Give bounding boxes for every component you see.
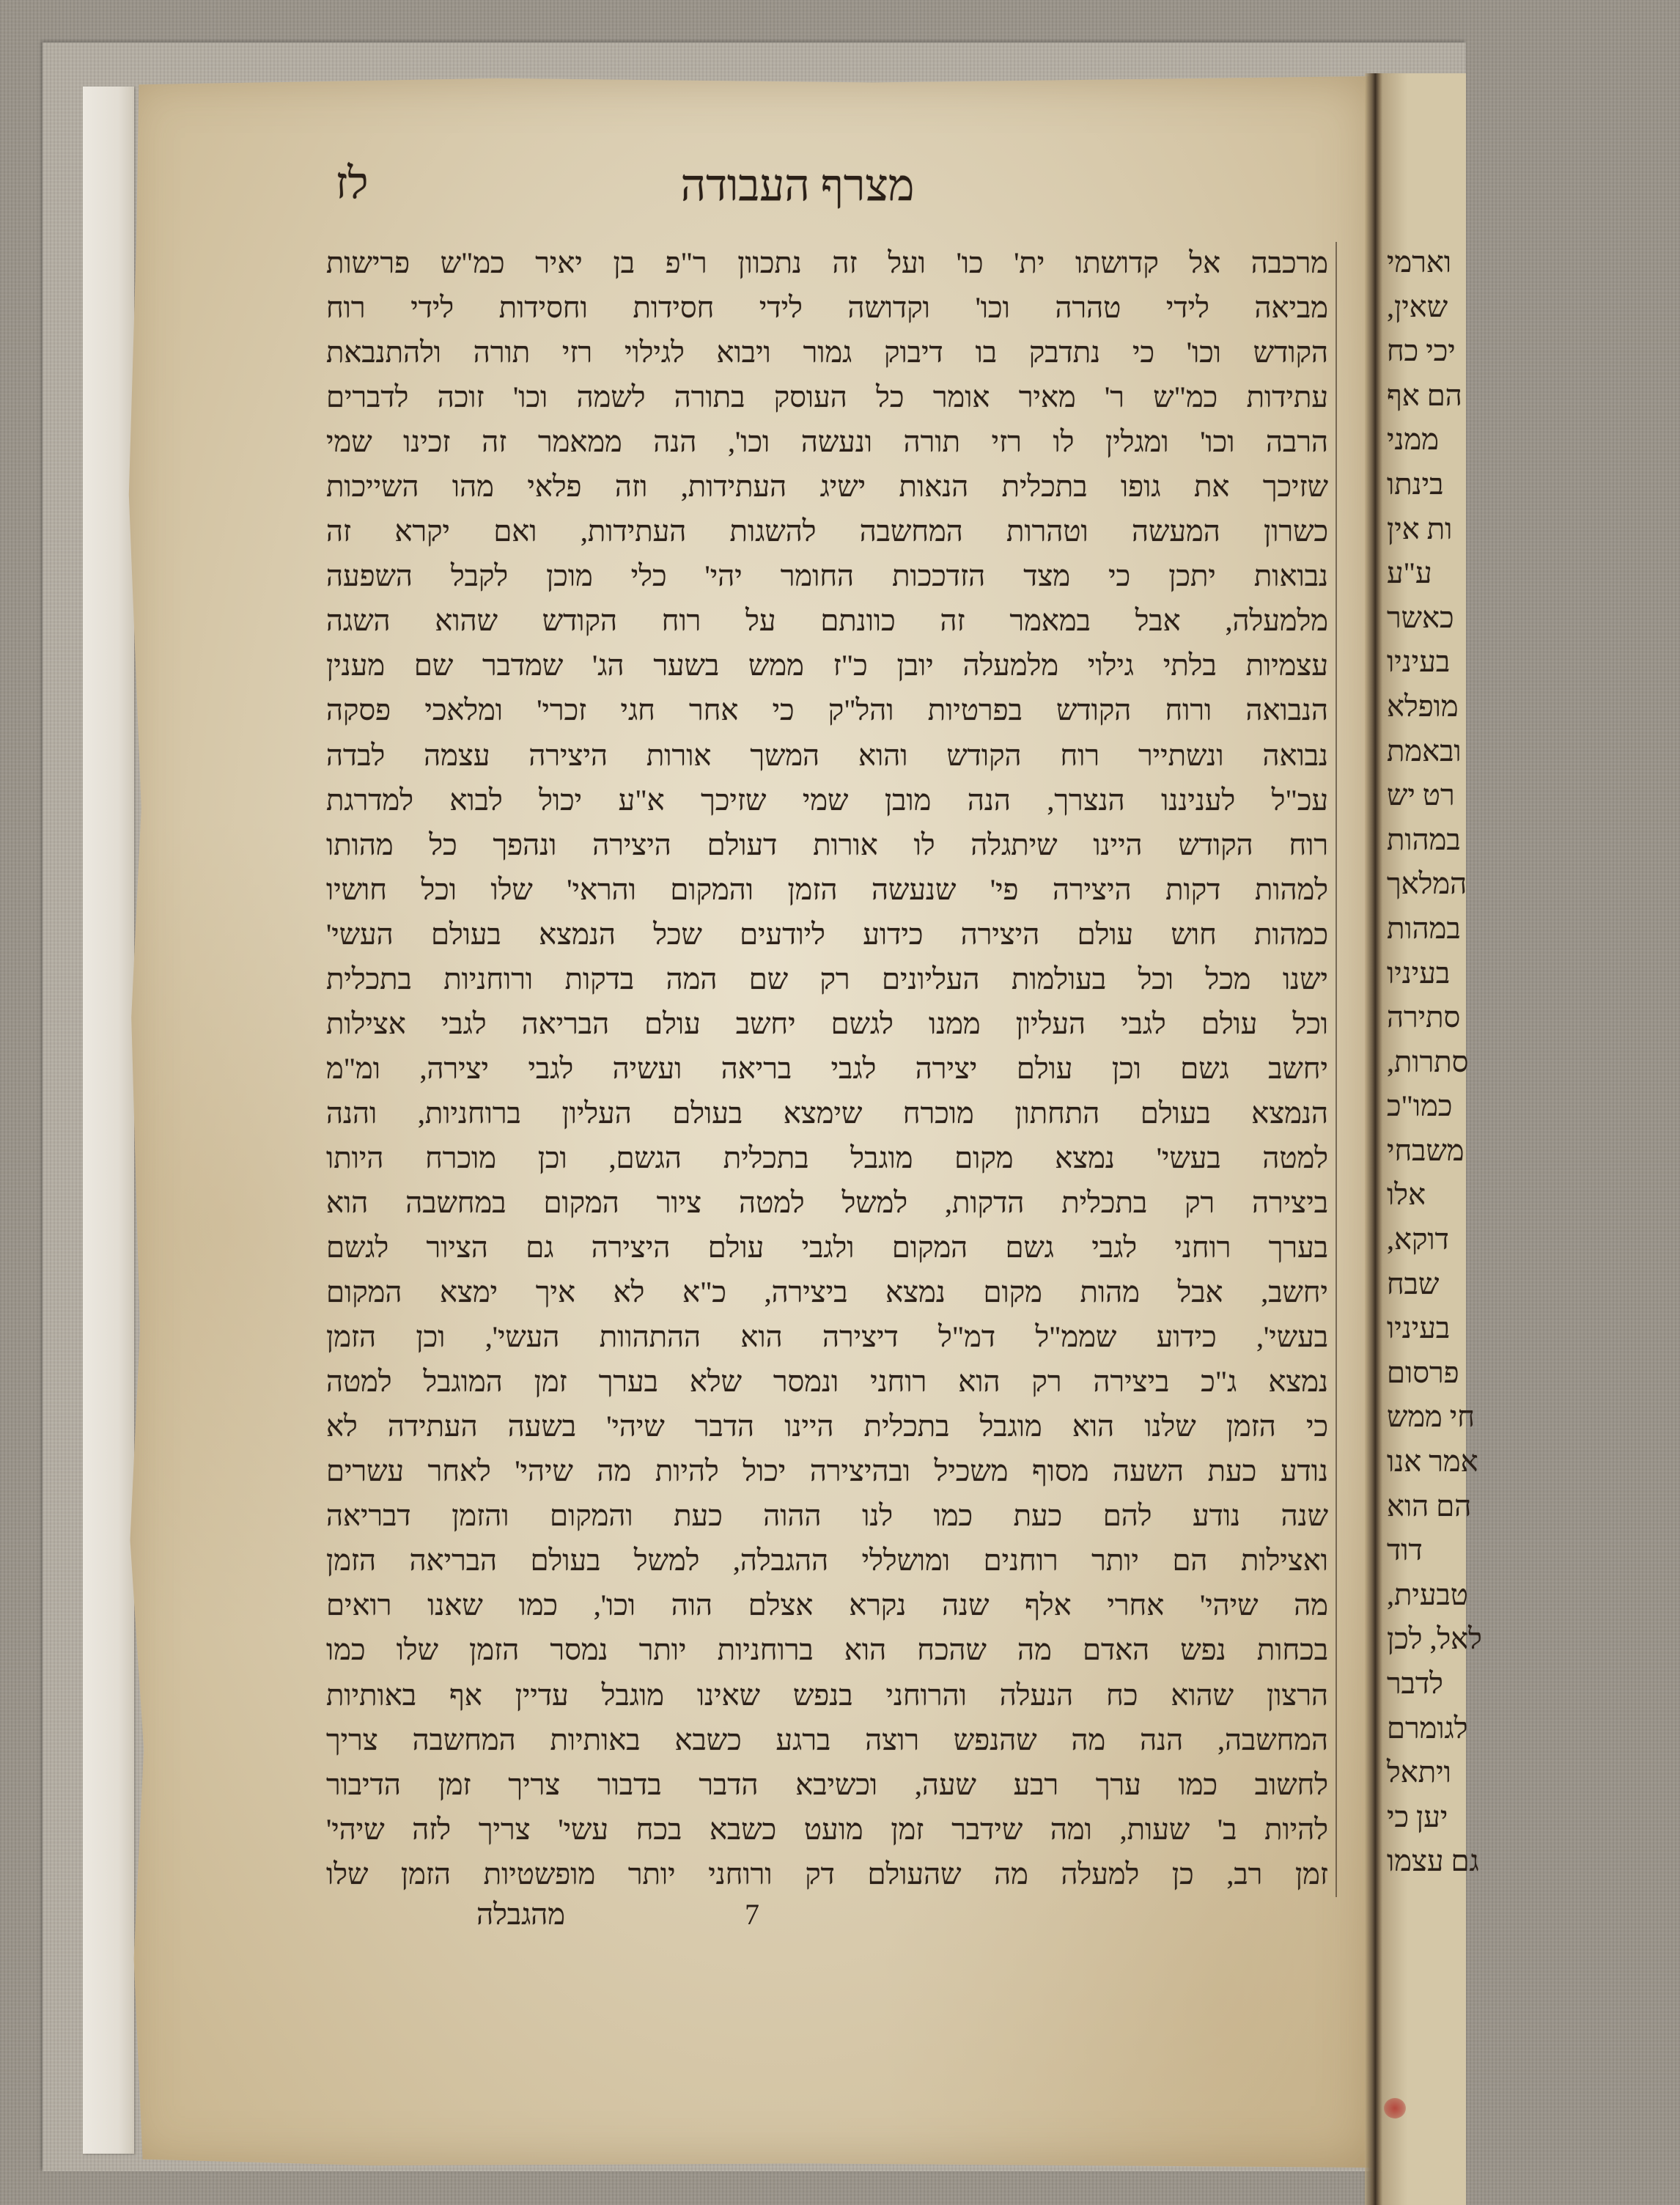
text-line-content: הרצון שהוא כח הנעלה והרוחני בנפש שאינו מוגבל עדיין אף באותיות bbox=[326, 1678, 1328, 1712]
text-line-content: יחשב גשם וכן עולם יצירה לגבי בריאה ועשיה לגבי יצירה, ומ"מ bbox=[326, 1051, 1328, 1085]
text-line bbox=[326, 1046, 1328, 1091]
text-line-content: למהות דקות היצירה פי' שנעשה הזמן והמקום והראי' שלו וכל חושיו bbox=[326, 872, 1328, 906]
facing-page-line-end: דוד bbox=[1387, 1534, 1423, 1567]
text-line bbox=[326, 1673, 1328, 1718]
text-line bbox=[326, 598, 1328, 643]
facing-page-line-end: הם הוא bbox=[1387, 1489, 1472, 1523]
text-line bbox=[326, 330, 1328, 375]
text-line-content: כי הזמן שלנו הוא מוגבל בתכלית היינו הדבר שיהי' בשעה העתידה לא bbox=[326, 1410, 1328, 1443]
text-line-content: בערך רוחני לגבי גשם המקום ולגבי עולם היצירה גם הציור לגשם bbox=[326, 1231, 1328, 1265]
text-line-content: עצמיות בלתי גילוי מלמעלה יובן כ"ז ממש בשער הג' שמדבר שם מענין bbox=[326, 649, 1328, 682]
catchword: מהגבלה bbox=[476, 1898, 565, 1931]
text-line bbox=[326, 375, 1328, 419]
text-line-content: הנבואה ורוח הקודש בפרטיות והל"ק כי אחר חגי זכרי' ומלאכי פסקה bbox=[326, 693, 1328, 727]
text-line-content: לחשוב כמו ערך רבע שעה, וכשיבא הדבר בדבור צריך זמן הדיבור bbox=[326, 1767, 1328, 1801]
text-line bbox=[326, 240, 1328, 285]
facing-page-line-end: פרסום bbox=[1387, 1355, 1459, 1389]
text-line-content: מרכבה אל קדושתו ית' כו' ועל זה נתכוון ר"פ בן יאיר כמ"ש פרישות bbox=[326, 246, 1328, 279]
facing-page-line-end: אלו bbox=[1387, 1178, 1426, 1212]
text-line-content: כשרון המעשה וטהרות המחשבה להשגות העתידות, ואם יקרא זה bbox=[326, 515, 1328, 548]
facing-page-line-end: אמר אנו bbox=[1387, 1445, 1478, 1479]
facing-page-line-end: לאל, לכן bbox=[1387, 1622, 1482, 1656]
text-line-content: הקודש וכו' כי נתדבק בו דיבוק גמור ויבוא לגילוי רזי תורה ולהתנבאת bbox=[326, 336, 1328, 369]
text-line-content: הנמצא בעולם התחתון מוכרח שימצא בעולם העליון ברוחניות, והנה bbox=[326, 1096, 1328, 1130]
running-title: מצרף העבודה bbox=[680, 161, 915, 210]
book-gutter bbox=[1365, 73, 1384, 2205]
text-line bbox=[326, 1583, 1328, 1627]
facing-page-line-end: בעיניו bbox=[1387, 1311, 1451, 1345]
text-line bbox=[326, 1762, 1328, 1807]
text-line-content: רוח הקודש היינו שיתגלה לו אורות דעולם היצירה ונהפך כל מהותו bbox=[326, 828, 1328, 861]
text-line-content: המחשבה, הנה מה שהנפש רוצה ברגע כשבא באותיות המחשבה צריך bbox=[326, 1723, 1328, 1756]
text-line bbox=[326, 464, 1328, 509]
text-line bbox=[326, 1091, 1328, 1135]
text-border-rule bbox=[1335, 242, 1337, 1897]
text-line bbox=[326, 1270, 1328, 1314]
facing-page-line-end: סתירה bbox=[1387, 1001, 1461, 1034]
text-line bbox=[326, 867, 1328, 912]
text-line bbox=[326, 1807, 1328, 1852]
facing-page-line-end: בינתו bbox=[1387, 467, 1444, 501]
text-line bbox=[326, 1314, 1328, 1359]
text-line bbox=[326, 553, 1328, 598]
text-line-content: נבואות יתכן כי מצד הזדככות החומר יהי' כלי מוכן לקבל השפעה bbox=[326, 559, 1328, 593]
facing-page-line-end: חי ממש bbox=[1387, 1400, 1475, 1434]
text-line bbox=[326, 1718, 1328, 1762]
facing-page-text bbox=[1387, 240, 1680, 1884]
text-line bbox=[326, 1180, 1328, 1225]
facing-page-line-end: גם עצמו bbox=[1387, 1844, 1479, 1878]
text-line-content: עכ"ל לעניננו הנצרך, הנה מובן שמי שזיכך א"ע יכול לבוא למדרגת bbox=[326, 783, 1328, 817]
text-line-content: מלמעלה, אבל במאמר זה כוונתם על רוח הקודש שהוא השגה bbox=[326, 604, 1328, 638]
text-line-content: נבואה ונשתייר רוח הקודש והוא המשך אורות היצירה עצמה לבדה bbox=[326, 738, 1328, 772]
text-line bbox=[326, 733, 1328, 778]
text-line bbox=[326, 1627, 1328, 1672]
facing-page-line-end: המלאך bbox=[1387, 867, 1467, 901]
text-line bbox=[326, 688, 1328, 732]
facing-page bbox=[1382, 73, 1482, 2205]
text-line-content: יחשב, אבל מהות מקום נמצא ביצירה, כ"א לא איך ימצא המקום bbox=[326, 1275, 1328, 1309]
text-line bbox=[326, 1852, 1328, 1896]
facing-page-line-end: דוקא, bbox=[1387, 1223, 1449, 1256]
text-line bbox=[326, 1225, 1328, 1270]
text-line-content: עתידות כמ"ש ר' מאיר אומר כל העוסק בתורה לשמה וכו' זוכה לדברים bbox=[326, 380, 1328, 414]
facing-page-line-end: כאשר bbox=[1387, 600, 1454, 634]
facing-page-line-end: טבעית, bbox=[1387, 1578, 1468, 1611]
facing-page-line-end: יען כי bbox=[1387, 1800, 1448, 1833]
text-line-content: למטה בעשי' נמצא מקום מוגבל בתכלית הגשם, וכן מוכרח היותו bbox=[326, 1141, 1328, 1174]
text-line bbox=[326, 285, 1328, 330]
text-line-content: נודע כעת השעה מסוף משכיל ובהיצירה יכול להיות מה שיהי' לאחר עשרים bbox=[326, 1454, 1328, 1488]
facing-page-line-end: בעיניו bbox=[1387, 645, 1451, 679]
main-text-block bbox=[326, 240, 1328, 1896]
text-line bbox=[326, 1538, 1328, 1583]
facing-page-line-end: ובאמת bbox=[1387, 734, 1462, 767]
text-line-content: שזיכך את גופו בתכלית הנאות ישיג העתידות, וזה פלאי מהו השייכות bbox=[326, 470, 1328, 504]
text-line-content: זמן רב, כן למעלה מה שהעולם דק ורוחני יותר מופשטיות הזמן שלו bbox=[326, 1857, 1328, 1891]
text-line bbox=[326, 1359, 1328, 1404]
facing-page-line-end: בעיניו bbox=[1387, 956, 1451, 990]
facing-page-line-end: במהות bbox=[1387, 911, 1461, 945]
text-line bbox=[326, 419, 1328, 464]
text-line bbox=[326, 1001, 1328, 1046]
text-line-content: בעשי', כידוע שממ"ל דמ"ל דיצירה הוא ההתהוות העשי', וכן הזמן bbox=[326, 1320, 1328, 1354]
facing-page-line-end: לגומרם bbox=[1387, 1711, 1468, 1745]
text-line bbox=[326, 957, 1328, 1001]
text-line-content: מביאה לידי טהרה וכו' וקדושה לידי חסידות וחסידות לידי רוח bbox=[326, 291, 1328, 325]
facing-page-line-end: שאין, bbox=[1387, 290, 1448, 323]
text-line-content: מה שיהי' אחרי אלף שנה נקרא אצלם הוה וכו', כמו שאנו רואים bbox=[326, 1589, 1328, 1622]
facing-page-line-end: ע"ע bbox=[1387, 556, 1432, 590]
text-line-content: כמהות חוש עולם היצירה כידוע ליודעים שכל הנמצא בעולם העשי' bbox=[326, 917, 1328, 951]
text-line-content: וכל עולם לגבי העליון ממנו לגשם יחשב עולם הבריאה לגבי אצילות bbox=[326, 1006, 1328, 1040]
facing-page-line-end: לדבר bbox=[1387, 1667, 1443, 1700]
text-line bbox=[326, 509, 1328, 553]
facing-page-line-end: ממני bbox=[1387, 423, 1439, 457]
facing-page-line-end: משבחי bbox=[1387, 1133, 1465, 1167]
facing-page-line-end: ויתאל bbox=[1387, 1756, 1451, 1789]
text-line bbox=[326, 822, 1328, 867]
text-line bbox=[326, 1493, 1328, 1538]
endpaper-strip bbox=[83, 86, 134, 2154]
text-line-content: להיות ב' שעות, ומה שידבר זמן מועט כשבא בכח עשי' צריך לזה שיהי' bbox=[326, 1812, 1328, 1846]
facing-page-line-end: מופלא bbox=[1387, 689, 1459, 723]
facing-page-line-end: הם אף bbox=[1387, 378, 1462, 412]
text-line-content: נמצא ג"כ ביצירה רק הוא רוחני ונמסר שלא בערך זמן המוגבל למטה bbox=[326, 1365, 1328, 1399]
facing-page-line-end: שבח bbox=[1387, 1267, 1440, 1300]
facing-page-line-end: סתרות, bbox=[1387, 1045, 1469, 1078]
facing-page-line-end: יכי כח bbox=[1387, 334, 1456, 368]
text-line-content: ואצילות הם יותר רוחנים ומושללי ההגבלה, למשל בעולם הבריאה הזמן bbox=[326, 1544, 1328, 1578]
text-line-content: שנה נודע להם כעת כמו לנו ההוה כעת והמקום והזמן דבריאה bbox=[326, 1499, 1328, 1533]
text-line-content: ביצירה רק בתכלית הדקות, למשל למטה ציור המקום במחשבה הוא bbox=[326, 1185, 1328, 1219]
text-line bbox=[326, 778, 1328, 822]
text-line-content: ישנו מכל וכל בעולמות העליונים רק שם המה בדקות ורוחניות בתכלית bbox=[326, 962, 1328, 995]
text-line bbox=[326, 643, 1328, 688]
text-line bbox=[326, 1135, 1328, 1180]
facing-page-line-end: וארמי bbox=[1387, 246, 1452, 279]
text-line bbox=[326, 1448, 1328, 1493]
page-number: לז bbox=[335, 159, 369, 207]
facing-page-line-end: ות אין bbox=[1387, 512, 1453, 545]
text-line bbox=[326, 912, 1328, 957]
text-line-content: בכחות נפש האדם מה שהכח הוא ברוחניות יותר נמסר הזמן שלו כמו bbox=[326, 1633, 1328, 1667]
signature-mark: 7 bbox=[745, 1898, 759, 1931]
facing-page-line-end: כמו"כ bbox=[1387, 1089, 1453, 1123]
library-stamp-mark bbox=[1384, 2098, 1406, 2119]
facing-page-line-end: רט יש bbox=[1387, 778, 1455, 812]
facing-page-line-end: במהות bbox=[1387, 822, 1461, 856]
text-line-content: הרבה וכו' ומגלין לו רזי תורה ונעשה וכו', הנה ממאמר זה זכינו שמי bbox=[326, 425, 1328, 459]
text-line bbox=[326, 1404, 1328, 1448]
